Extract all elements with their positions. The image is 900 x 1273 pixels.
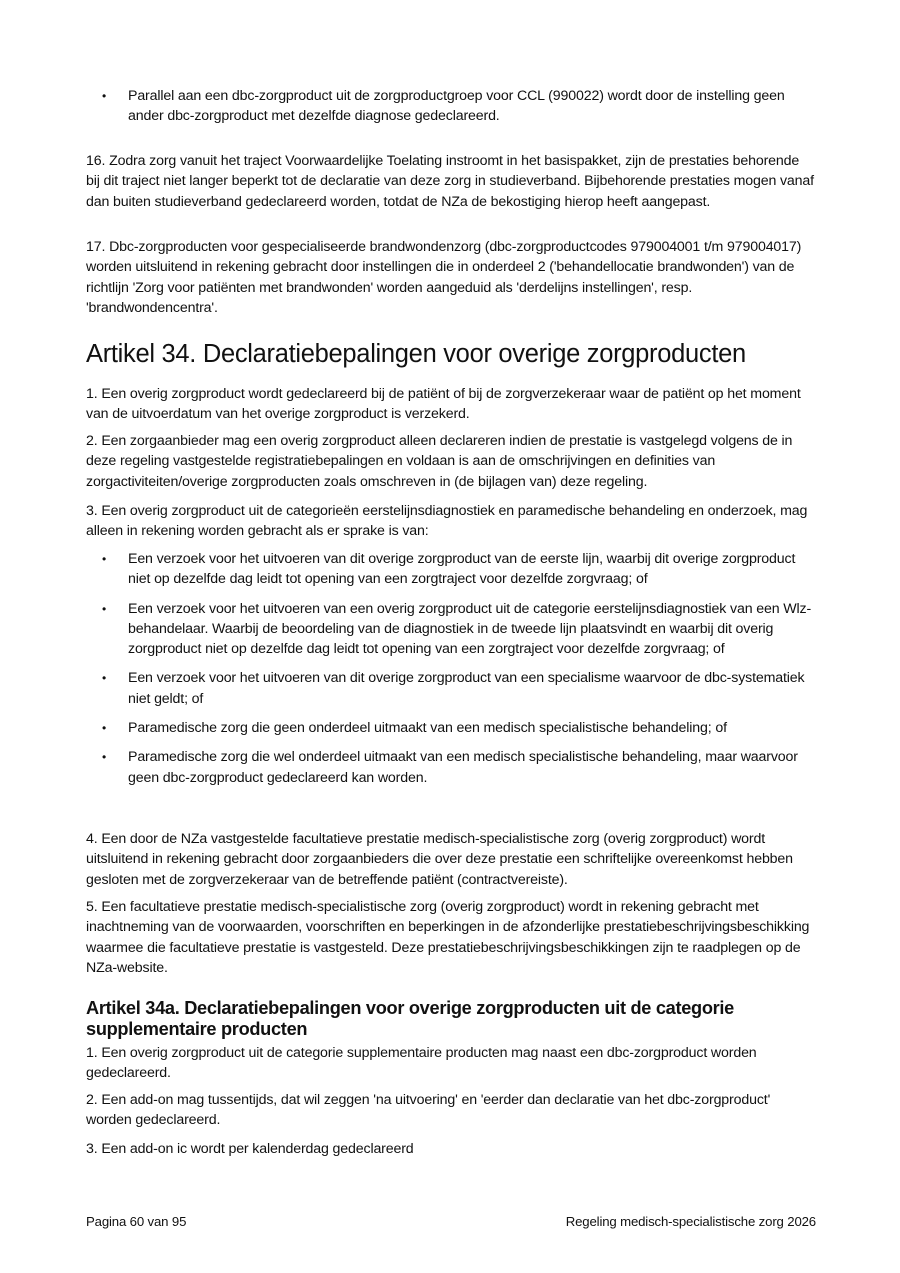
article-34a-paragraph-3: 3. Een add-on ic wordt per kalenderdag gedeclareerd [86, 1141, 414, 1157]
article-34a-heading: Artikel 34a. Declaratiebepalingen voor overige zorgproducten uit de categorie supplementaire producten [86, 998, 735, 1039]
article-34-paragraph-3: 3. Een overig zorgproduct uit de categorieën eerstelijnsdiagnostiek en paramedische behandeling en onderzoek, mag alleen in rekening worden gebracht als er sprake is van: [86, 503, 808, 540]
list-item: • Een verzoek voor het uitvoeren van dit overige zorgproduct van de eerste lijn, waarbij dit overige zorgproduct niet op dezelfde dag leidt tot opening van een zorgtraject voor dezelfde zorgvraag; of [102, 551, 796, 588]
article-34-paragraph-1: 1. Een overig zorgproduct wordt gedeclareerd bij de patiënt of bij de zorgverzekeraar waar de patiënt op het moment van de uitvoerdatum van het overige zorgproduct is verzekerd. [86, 386, 801, 423]
document-title: Regeling medisch-specialistische zorg 2026 [565, 1214, 816, 1229]
article-34-paragraph-5: 5. Een facultatieve prestatie medisch-specialistische zorg (overig zorgproduct) wordt in rekening gebracht met inachtneming van de voorwaarden, voorschriften en beperkingen in de afzonderlijke prestatiebeschrijvingsbeschikking waarmee die facultatieve prestatie is vastgesteld. Deze prestatiebeschrijvingsbeschikkingen zijn te raadplegen op de NZa-website. [86, 899, 810, 976]
article-34a-paragraph-1: 1. Een overig zorgproduct uit de categorie supplementaire producten mag naast een dbc-zorgproduct worden gedeclareerd. [86, 1045, 757, 1082]
article-34-bullet-list [86, 549, 816, 788]
bullet-icon: • [102, 601, 107, 616]
list-item: • Parallel aan een dbc-zorgproduct uit de zorgproductgroep voor CCL (990022) wordt door de instelling geen ander dbc-zorgproduct met dezelfde diagnose gedeclareerd. [102, 88, 785, 125]
list-item: • Paramedische zorg die wel onderdeel uitmaakt van een medisch specialistische behandeling, maar waarvoor geen dbc-zorgproduct gedeclareerd kan worden. [102, 749, 798, 786]
bullet-icon: • [102, 552, 107, 566]
bullet-icon: • [102, 89, 107, 103]
paragraph-17: 17. Dbc-zorgproducten voor gespecialiseerde brandwondenzorg (dbc-zorgproductcodes 979004001 t/m 979004017) worden uitsluitend in rekening gebracht door instellingen die in onderdeel 2 ('behandellocatie brandwonden') van de richtlijn 'Zorg voor patiënten met brandwonden' worden aangeduid als 'derdelijns instellingen', resp. 'brandwondencentra'. [86, 239, 802, 316]
article-34a-paragraph-2: 2. Een add-on mag tussentijds, dat wil zeggen 'na uitvoering' en 'eerder dan declaratie van het dbc-zorgproduct' worden gedeclareerd. [86, 1092, 771, 1129]
bullet-icon: • [102, 671, 107, 686]
article-34-paragraph-4: 4. Een door de NZa vastgestelde facultatieve prestatie medisch-specialistische zorg (overig zorgproduct) wordt uitsluitend in rekening gebracht door zorgaanbieders die over deze prestatie een schriftelijke overeenkomst hebben gesloten met de zorgverzekeraar van de betreffende patiënt (contractvereiste). [86, 831, 793, 888]
carryover-bullet-list [86, 86, 816, 127]
bullet-icon: • [102, 721, 107, 736]
bullet-icon: • [102, 750, 107, 765]
page-footer [86, 1213, 816, 1231]
article-34-paragraph-2: 2. Een zorgaanbieder mag een overig zorgproduct alleen declareren indien de prestatie is vastgelegd volgens de in deze regeling vastgestelde registratiebepalingen en voldaan is aan de omschrijvingen en definities van zorgactiviteiten/overige zorgproducten zoals omschreven in (de bijlagen van) deze regeling. [86, 433, 793, 490]
page-number: Pagina 60 van 95 [86, 1214, 187, 1229]
paragraph-16: 16. Zodra zorg vanuit het traject Voorwaardelijke Toelating instroomt in het basispakket, zijn de prestaties behorende bij dit traject niet langer beperkt tot de declaratie van deze zorg in studieverband. Bijbehorende prestaties mogen vanaf dan buiten studieverband gedeclareerd worden, totdat de NZa de bekostiging hierop heeft aangepast. [86, 153, 814, 210]
article-34-heading: Artikel 34. Declaratiebepalingen voor overige zorgproducten [86, 340, 746, 368]
list-item: • Een verzoek voor het uitvoeren van een overig zorgproduct uit de categorie eerstelijnsdiagnostiek van een Wlz-behandelaar. Waarbij de beoordeling van de diagnostiek in de tweede lijn plaatsvindt en waarbij dit overig zorgproduct niet op dezelfde dag leidt tot opening van een zorgtraject voor dezelfde zorgvraag; of [102, 600, 812, 658]
list-item: • Paramedische zorg die geen onderdeel uitmaakt van een medisch specialistische behandeling; of [86, 718, 816, 738]
list-item: • Een verzoek voor het uitvoeren van dit overige zorgproduct van een specialisme waarvoor de dbc-systematiek niet geldt; of [102, 670, 805, 707]
